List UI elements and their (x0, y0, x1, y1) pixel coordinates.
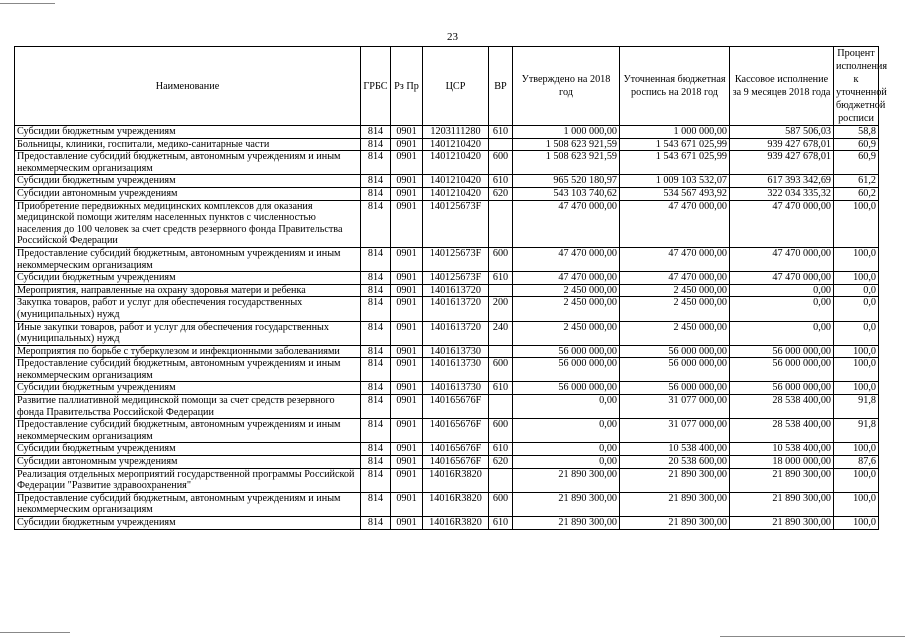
cell-approved: 2 450 000,00 (513, 297, 620, 321)
cell-rzpr: 0901 (391, 517, 423, 530)
cell-csr: 1401613720 (423, 297, 489, 321)
cell-csr: 1401613730 (423, 358, 489, 382)
cell-refined: 47 470 000,00 (620, 247, 730, 271)
cell-approved: 56 000 000,00 (513, 358, 620, 382)
cell-grbs: 814 (361, 175, 391, 188)
cell-refined: 2 450 000,00 (620, 321, 730, 345)
cell-vr: 610 (489, 272, 513, 285)
header-cash: Кассовое исполнение за 9 месяцев 2018 года (730, 47, 834, 126)
cell-cash: 587 506,03 (730, 126, 834, 139)
table-row (15, 272, 879, 285)
cell-vr: 620 (489, 456, 513, 469)
cell-name: Мероприятия по борьбе с туберкулезом и инфекционными заболеваниями (15, 345, 361, 358)
cell-rzpr: 0901 (391, 321, 423, 345)
cell-rzpr: 0901 (391, 395, 423, 419)
table-row (15, 492, 879, 516)
cell-cash: 617 393 342,69 (730, 175, 834, 188)
cell-approved: 21 890 300,00 (513, 492, 620, 516)
cell-rzpr: 0901 (391, 200, 423, 247)
cell-csr: 1401613720 (423, 284, 489, 297)
cell-cash: 21 890 300,00 (730, 468, 834, 492)
cell-cash: 322 034 335,32 (730, 187, 834, 200)
scan-edge-top-left (0, 3, 55, 4)
cell-refined: 21 890 300,00 (620, 468, 730, 492)
cell-name: Субсидии бюджетным учреждениям (15, 517, 361, 530)
cell-percent: 0,0 (834, 284, 879, 297)
cell-csr: 1401613720 (423, 321, 489, 345)
cell-vr (489, 468, 513, 492)
cell-csr: 140165676F (423, 419, 489, 443)
cell-approved: 0,00 (513, 395, 620, 419)
cell-percent: 0,0 (834, 321, 879, 345)
table-row (15, 138, 879, 151)
cell-vr: 200 (489, 297, 513, 321)
cell-name: Субсидии автономным учреждениям (15, 456, 361, 469)
table-header-row (15, 47, 879, 126)
cell-rzpr: 0901 (391, 468, 423, 492)
cell-refined: 20 538 600,00 (620, 456, 730, 469)
cell-vr (489, 395, 513, 419)
cell-cash: 47 470 000,00 (730, 272, 834, 285)
cell-rzpr: 0901 (391, 382, 423, 395)
table-row (15, 382, 879, 395)
cell-grbs: 814 (361, 456, 391, 469)
cell-csr: 1401613730 (423, 345, 489, 358)
cell-approved: 1 508 623 921,59 (513, 151, 620, 175)
cell-percent: 100,0 (834, 443, 879, 456)
table-row (15, 247, 879, 271)
cell-grbs: 814 (361, 419, 391, 443)
cell-rzpr: 0901 (391, 419, 423, 443)
cell-cash: 0,00 (730, 284, 834, 297)
cell-approved: 21 890 300,00 (513, 517, 620, 530)
cell-grbs: 814 (361, 517, 391, 530)
cell-vr: 610 (489, 175, 513, 188)
header-vr: ВР (489, 47, 513, 126)
cell-name: Предоставление субсидий бюджетным, автономным учреждениям и иным некоммерческим организациям (15, 151, 361, 175)
cell-csr: 1401613730 (423, 382, 489, 395)
cell-name: Субсидии бюджетным учреждениям (15, 126, 361, 139)
cell-grbs: 814 (361, 126, 391, 139)
cell-rzpr: 0901 (391, 297, 423, 321)
table-row (15, 187, 879, 200)
cell-approved: 543 103 740,62 (513, 187, 620, 200)
cell-vr: 610 (489, 126, 513, 139)
cell-approved: 0,00 (513, 443, 620, 456)
cell-name: Субсидии автономным учреждениям (15, 187, 361, 200)
header-refined: Уточненная бюджетная роспись на 2018 год (620, 47, 730, 126)
cell-percent: 60,9 (834, 138, 879, 151)
scan-edge-bottom-left (0, 632, 70, 633)
cell-name: Предоставление субсидий бюджетным, автономным учреждениям и иным некоммерческим организациям (15, 419, 361, 443)
cell-refined: 47 470 000,00 (620, 200, 730, 247)
scan-edge-bottom-right (720, 636, 905, 637)
table-row (15, 151, 879, 175)
cell-refined: 47 470 000,00 (620, 272, 730, 285)
cell-refined: 21 890 300,00 (620, 517, 730, 530)
table-row (15, 468, 879, 492)
cell-name: Развитие паллиативной медицинской помощи за счет средств резервного фонда Правительства Российской Федерации (15, 395, 361, 419)
cell-refined: 2 450 000,00 (620, 284, 730, 297)
cell-percent: 100,0 (834, 200, 879, 247)
cell-grbs: 814 (361, 247, 391, 271)
cell-refined: 56 000 000,00 (620, 358, 730, 382)
cell-vr: 620 (489, 187, 513, 200)
cell-approved: 965 520 180,97 (513, 175, 620, 188)
cell-percent: 58,8 (834, 126, 879, 139)
cell-cash: 21 890 300,00 (730, 492, 834, 516)
cell-vr (489, 284, 513, 297)
cell-percent: 100,0 (834, 345, 879, 358)
cell-cash: 10 538 400,00 (730, 443, 834, 456)
table-row (15, 284, 879, 297)
cell-rzpr: 0901 (391, 284, 423, 297)
cell-name: Субсидии бюджетным учреждениям (15, 272, 361, 285)
cell-vr (489, 138, 513, 151)
header-percent: Процент исполнения к уточненной бюджетной росписи (834, 47, 879, 126)
cell-refined: 1 009 103 532,07 (620, 175, 730, 188)
cell-percent: 91,8 (834, 419, 879, 443)
cell-percent: 100,0 (834, 468, 879, 492)
cell-percent: 100,0 (834, 358, 879, 382)
cell-refined: 1 543 671 025,99 (620, 151, 730, 175)
header-name: Наименование (15, 47, 361, 126)
table-row (15, 419, 879, 443)
cell-name: Предоставление субсидий бюджетным, автономным учреждениям и иным некоммерческим организациям (15, 492, 361, 516)
cell-cash: 28 538 400,00 (730, 395, 834, 419)
cell-approved: 2 450 000,00 (513, 321, 620, 345)
cell-name: Предоставление субсидий бюджетным, автономным учреждениям и иным некоммерческим организациям (15, 358, 361, 382)
cell-name: Иные закупки товаров, работ и услуг для обеспечения государственных (муниципальных) нужд (15, 321, 361, 345)
cell-grbs: 814 (361, 187, 391, 200)
cell-percent: 100,0 (834, 247, 879, 271)
cell-csr: 140165676F (423, 395, 489, 419)
cell-refined: 10 538 400,00 (620, 443, 730, 456)
cell-csr: 1401210420 (423, 151, 489, 175)
cell-csr: 140125673F (423, 272, 489, 285)
cell-refined: 1 543 671 025,99 (620, 138, 730, 151)
cell-cash: 939 427 678,01 (730, 138, 834, 151)
cell-refined: 2 450 000,00 (620, 297, 730, 321)
cell-approved: 1 508 623 921,59 (513, 138, 620, 151)
cell-cash: 56 000 000,00 (730, 382, 834, 395)
cell-vr: 600 (489, 358, 513, 382)
cell-grbs: 814 (361, 272, 391, 285)
cell-cash: 47 470 000,00 (730, 200, 834, 247)
cell-rzpr: 0901 (391, 443, 423, 456)
cell-csr: 140125673F (423, 200, 489, 247)
cell-name: Субсидии бюджетным учреждениям (15, 382, 361, 395)
cell-rzpr: 0901 (391, 126, 423, 139)
cell-cash: 28 538 400,00 (730, 419, 834, 443)
cell-name: Больницы, клиники, госпитали, медико-санитарные части (15, 138, 361, 151)
cell-vr: 600 (489, 492, 513, 516)
cell-cash: 0,00 (730, 297, 834, 321)
cell-csr: 140165676F (423, 456, 489, 469)
table-row (15, 175, 879, 188)
cell-percent: 0,0 (834, 297, 879, 321)
cell-grbs: 814 (361, 200, 391, 247)
cell-vr: 610 (489, 443, 513, 456)
cell-rzpr: 0901 (391, 187, 423, 200)
cell-vr (489, 345, 513, 358)
cell-cash: 56 000 000,00 (730, 358, 834, 382)
cell-csr: 1401210420 (423, 187, 489, 200)
cell-csr: 14016R3820 (423, 468, 489, 492)
cell-percent: 60,9 (834, 151, 879, 175)
cell-refined: 1 000 000,00 (620, 126, 730, 139)
table-row (15, 200, 879, 247)
cell-rzpr: 0901 (391, 247, 423, 271)
cell-approved: 0,00 (513, 456, 620, 469)
cell-vr (489, 200, 513, 247)
table-row (15, 395, 879, 419)
cell-csr: 140125673F (423, 247, 489, 271)
cell-refined: 534 567 493,92 (620, 187, 730, 200)
cell-csr: 140165676F (423, 443, 489, 456)
table-row (15, 126, 879, 139)
cell-approved: 0,00 (513, 419, 620, 443)
header-rzpr: Рз Пр (391, 47, 423, 126)
cell-name: Приобретение передвижных медицинских комплексов для оказания медицинской помощи жителям населенных пунктов с численностью населения до 100 человек за счет средств резервного фонда Правительства Российской Федерации (15, 200, 361, 247)
cell-grbs: 814 (361, 345, 391, 358)
cell-grbs: 814 (361, 297, 391, 321)
cell-approved: 21 890 300,00 (513, 468, 620, 492)
cell-refined: 56 000 000,00 (620, 382, 730, 395)
table-row (15, 517, 879, 530)
cell-rzpr: 0901 (391, 358, 423, 382)
cell-rzpr: 0901 (391, 272, 423, 285)
cell-rzpr: 0901 (391, 138, 423, 151)
cell-name: Закупка товаров, работ и услуг для обеспечения государственных (муниципальных) нужд (15, 297, 361, 321)
cell-approved: 47 470 000,00 (513, 247, 620, 271)
cell-cash: 21 890 300,00 (730, 517, 834, 530)
cell-vr: 240 (489, 321, 513, 345)
table-row (15, 321, 879, 345)
cell-approved: 56 000 000,00 (513, 382, 620, 395)
cell-grbs: 814 (361, 382, 391, 395)
cell-vr: 610 (489, 517, 513, 530)
cell-vr: 600 (489, 151, 513, 175)
cell-grbs: 814 (361, 284, 391, 297)
cell-percent: 100,0 (834, 517, 879, 530)
cell-rzpr: 0901 (391, 175, 423, 188)
table-row (15, 345, 879, 358)
cell-grbs: 814 (361, 151, 391, 175)
table-row (15, 443, 879, 456)
cell-approved: 47 470 000,00 (513, 272, 620, 285)
cell-percent: 100,0 (834, 382, 879, 395)
cell-percent: 100,0 (834, 492, 879, 516)
cell-approved: 47 470 000,00 (513, 200, 620, 247)
cell-rzpr: 0901 (391, 151, 423, 175)
cell-grbs: 814 (361, 321, 391, 345)
cell-rzpr: 0901 (391, 456, 423, 469)
cell-grbs: 814 (361, 443, 391, 456)
table-row (15, 456, 879, 469)
cell-refined: 21 890 300,00 (620, 492, 730, 516)
cell-vr: 610 (489, 382, 513, 395)
page-number: 23 (447, 31, 458, 43)
header-csr: ЦСР (423, 47, 489, 126)
cell-cash: 939 427 678,01 (730, 151, 834, 175)
cell-csr: 14016R3820 (423, 517, 489, 530)
cell-grbs: 814 (361, 358, 391, 382)
budget-table (14, 46, 888, 530)
table-row (15, 358, 879, 382)
cell-percent: 100,0 (834, 272, 879, 285)
cell-percent: 60,2 (834, 187, 879, 200)
table-row (15, 297, 879, 321)
cell-percent: 87,6 (834, 456, 879, 469)
cell-vr: 600 (489, 419, 513, 443)
cell-name: Субсидии бюджетным учреждениям (15, 443, 361, 456)
cell-grbs: 814 (361, 138, 391, 151)
cell-approved: 1 000 000,00 (513, 126, 620, 139)
cell-cash: 47 470 000,00 (730, 247, 834, 271)
cell-rzpr: 0901 (391, 492, 423, 516)
cell-csr: 1401210420 (423, 175, 489, 188)
cell-refined: 56 000 000,00 (620, 345, 730, 358)
cell-percent: 91,8 (834, 395, 879, 419)
header-grbs: ГРБС (361, 47, 391, 126)
cell-grbs: 814 (361, 468, 391, 492)
cell-refined: 31 077 000,00 (620, 395, 730, 419)
cell-csr: 1401210420 (423, 138, 489, 151)
cell-approved: 56 000 000,00 (513, 345, 620, 358)
cell-name: Субсидии бюджетным учреждениям (15, 175, 361, 188)
cell-percent: 61,2 (834, 175, 879, 188)
cell-rzpr: 0901 (391, 345, 423, 358)
cell-name: Реализация отдельных мероприятий государственной программы Российской Федерации "Развитие здравоохранения" (15, 468, 361, 492)
cell-name: Предоставление субсидий бюджетным, автономным учреждениям и иным некоммерческим организациям (15, 247, 361, 271)
cell-refined: 31 077 000,00 (620, 419, 730, 443)
header-approved: Утверждено на 2018 год (513, 47, 620, 126)
cell-grbs: 814 (361, 395, 391, 419)
cell-cash: 56 000 000,00 (730, 345, 834, 358)
cell-name: Мероприятия, направленные на охрану здоровья матери и ребенка (15, 284, 361, 297)
cell-approved: 2 450 000,00 (513, 284, 620, 297)
cell-cash: 18 000 000,00 (730, 456, 834, 469)
cell-grbs: 814 (361, 492, 391, 516)
cell-vr: 600 (489, 247, 513, 271)
cell-csr: 1203111280 (423, 126, 489, 139)
cell-csr: 14016R3820 (423, 492, 489, 516)
cell-cash: 0,00 (730, 321, 834, 345)
